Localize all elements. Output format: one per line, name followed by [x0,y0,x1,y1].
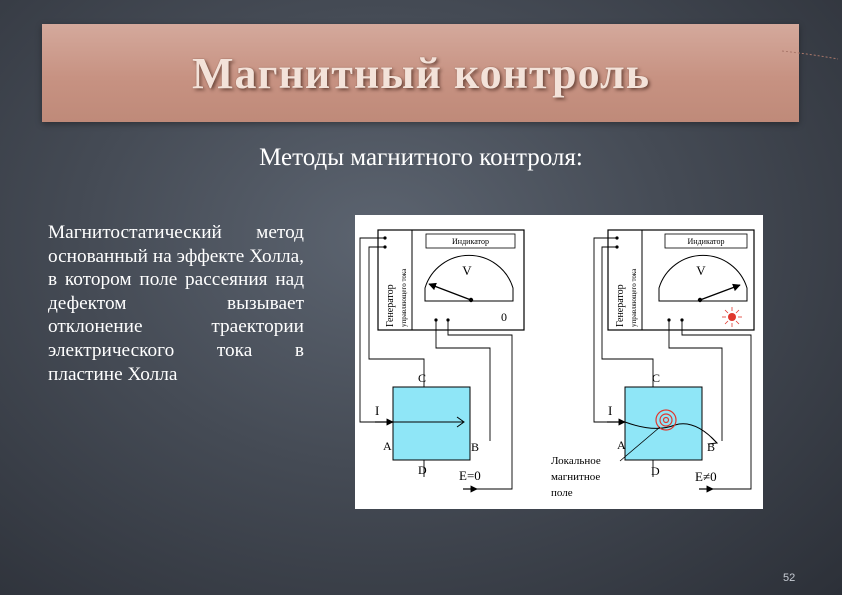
point-b-right: B [707,440,716,454]
indicator-label: Индикатор [452,237,489,246]
warning-lamp-icon [722,307,742,327]
left-circuit [360,230,524,489]
generator-label-2: управляющего тока [400,268,408,327]
point-c-right: C [652,371,661,385]
right-circuit [551,230,754,499]
local-field-label-3: поле [551,487,573,499]
generator-label-right: Генератор [615,284,626,327]
local-field-label-2: магнитное [551,471,601,483]
right-result: E≠0 [695,469,717,484]
point-b: B [471,440,480,454]
zero-mark: 0 [501,310,507,324]
point-a: A [383,439,392,453]
hall-plate-right [625,387,702,460]
current-label-right: I [608,403,613,418]
point-d: D [418,463,427,477]
hall-plate-left [393,387,470,460]
indicator-label-right: Индикатор [687,237,725,246]
point-a-right: A [617,438,626,452]
slide-title: Магнитный контроль [192,49,650,98]
meter-label: V [462,263,472,278]
meter-label-right: V [696,263,706,278]
left-result: E=0 [459,468,481,483]
point-c: C [418,371,427,385]
page-number: 52 [783,572,796,584]
generator-label-right-2: управляющего тока [630,268,638,327]
generator-label: Генератор [385,284,396,327]
point-d-right: D [651,464,660,478]
hall-effect-diagram [355,215,763,509]
local-field-label-1: Локальное [551,455,601,467]
slide-subtitle: Методы магнитного контроля: [259,144,583,171]
current-label: I [375,403,380,418]
method-description: Магнитостатический метод основанный на эффекте Холла, в котором поле рассеяния над дефектом вызывает отклонение траектории электрического тока в пластине Холла [48,222,304,385]
